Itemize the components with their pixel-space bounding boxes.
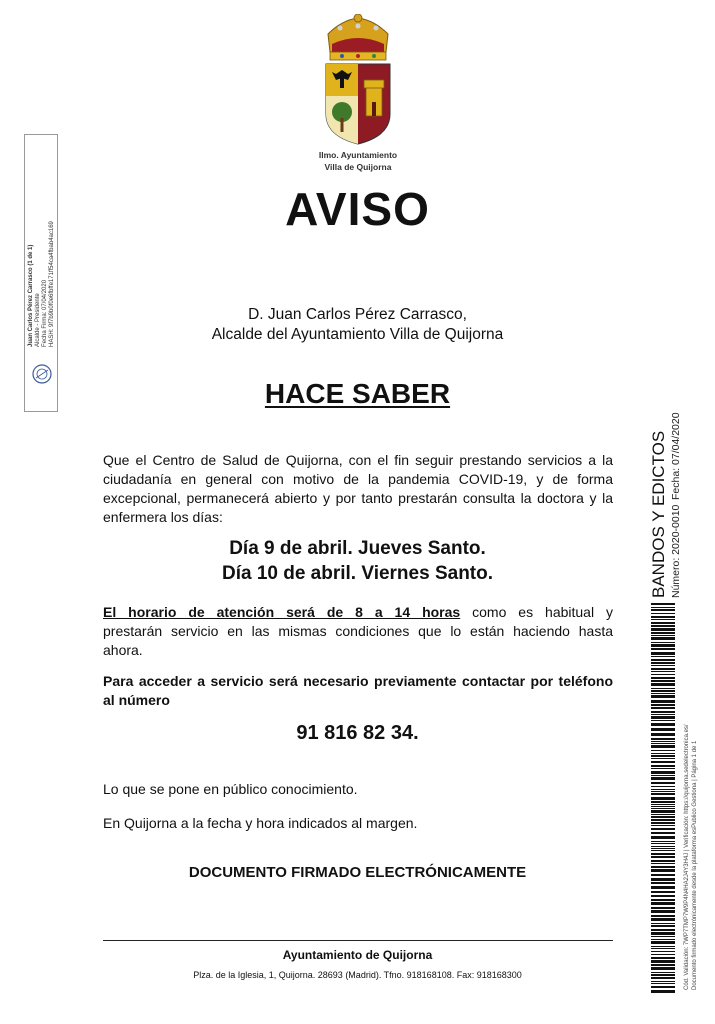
barcode-bar: [651, 863, 675, 864]
barcode-bar: [651, 619, 675, 620]
document-title: AVISO: [285, 183, 430, 235]
barcode-bar: [651, 616, 675, 618]
barcode-bar: [651, 814, 675, 815]
barcode-bar: [651, 637, 675, 640]
barcode-bar: [651, 981, 675, 982]
barcode-bar: [651, 967, 675, 970]
barcode-bar: [651, 733, 675, 736]
barcode-bar: [651, 957, 675, 959]
schedule-line-1: [103, 603, 613, 622]
barcode-bar: [651, 960, 675, 963]
schedule-line-3: ahora.: [103, 642, 143, 658]
barcode-bar: [651, 874, 675, 876]
barcode-bar: [651, 720, 675, 721]
barcode-bar: [651, 603, 675, 605]
barcode-bar: [651, 782, 675, 784]
barcode-bar: [651, 869, 675, 872]
phone-number: 91 816 82 34.: [296, 722, 419, 744]
barcode-bar: [651, 642, 675, 643]
barcode-bar: [651, 899, 675, 901]
day-line-2: Día 10 de abril. Viernes Santo.: [221, 563, 494, 584]
barcode-bar: [651, 728, 675, 731]
register-number: Número: 2020-0010: [670, 504, 682, 598]
intro-line: Que el Centro de Salud de Quijorna, con el fin seguir prestando servicios a la: [103, 452, 613, 468]
validation-code-line: Cód. Validación: 7WP7TMP7W9P4N4HA2J4Y3H4J | Verificación: https://quijorna.sedelectronica.es/: [684, 724, 690, 990]
barcode-bar: [651, 983, 675, 984]
barcode-bar: [651, 891, 675, 893]
schedule-rest: como es habitual y: [460, 604, 614, 620]
barcode-bar: [651, 628, 675, 631]
barcode-bar: [651, 613, 675, 614]
stamp-date: Fecha Firma: 07/04/2020: [42, 279, 48, 347]
barcode-bar: [651, 850, 675, 851]
barcode-bar: [651, 822, 675, 824]
barcode-bar: [651, 948, 675, 949]
barcode-bar: [651, 882, 675, 884]
barcode-bar: [651, 625, 675, 627]
barcode-bar: [651, 932, 675, 935]
barcode-bar: [651, 662, 675, 664]
barcode-bar: [651, 693, 675, 694]
barcode-bar: [651, 635, 675, 636]
barcode-bar: [651, 677, 675, 679]
barcode-bar: [651, 758, 675, 759]
barcode-bar: [651, 915, 675, 917]
barcode-bar: [651, 723, 675, 726]
barcode-bar: [651, 768, 675, 769]
institution-name-line1: Ilmo. Ayuntamiento: [318, 150, 398, 160]
barcode-bar: [651, 929, 675, 931]
schedule-line-2: prestarán servicio en las mismas condiciones que lo están haciendo hasta: [103, 623, 613, 639]
barcode-bar: [651, 878, 675, 881]
day-line-1: Día 9 de abril. Jueves Santo.: [229, 538, 486, 559]
barcode-bar: [651, 704, 675, 706]
signature-seal-icon: [31, 363, 53, 385]
institution-name-line2: Villa de Quijorna: [324, 162, 392, 172]
barcode-bar: [651, 819, 675, 821]
barcode-bar: [651, 771, 675, 774]
barcode-bar: [651, 866, 675, 868]
barcode-bar: [651, 986, 675, 988]
contact-line: Para acceder a servicio será necesario previamente contactar por teléfono: [103, 673, 613, 689]
barcode-bar: [651, 886, 675, 889]
barcode-bar: [651, 797, 675, 800]
barcode-bar: [651, 848, 675, 849]
official-role: Alcalde del Ayuntamiento Villa de Quijorna: [211, 326, 504, 343]
barcode-bar: [651, 607, 675, 608]
barcode-bar: [651, 745, 675, 748]
barcode-bar: [651, 804, 675, 805]
barcode-bar: [651, 690, 675, 692]
stamp-signer: Juan Carlos Pérez Carrasco (1 de 1): [28, 244, 34, 347]
contact-line: al número: [103, 692, 170, 708]
barcode-bar: [651, 775, 675, 776]
closing-date-statement: En Quijorna a la fecha y hora indicados al margen.: [103, 815, 418, 831]
closing-statement: Lo que se pone en público conocimiento.: [103, 781, 358, 797]
barcode-bar: [651, 793, 675, 795]
footer-divider: [103, 940, 613, 941]
barcode-bar: [651, 841, 675, 842]
barcode-bar: [651, 716, 675, 719]
barcode-bar: [651, 964, 675, 966]
footer-institution: Ayuntamiento de Quijorna: [282, 948, 433, 962]
barcode-bar: [651, 674, 675, 675]
barcode-bar: [651, 806, 675, 807]
barcode-bar: [651, 656, 675, 657]
barcode-bar: [651, 974, 675, 976]
barcode-bar: [651, 977, 675, 979]
barcode-bar: [651, 856, 675, 858]
barcode-bar: [651, 808, 675, 809]
barcode-bar: [651, 939, 675, 940]
barcode-bar: [651, 902, 675, 905]
barcode-bar: [651, 632, 675, 634]
barcode-bar: [651, 652, 675, 655]
barcode-bar: [651, 683, 675, 686]
barcode-bar: [651, 923, 675, 924]
barcode-bar: [651, 680, 675, 682]
intro-line: ciudadanía en general con motivo de la pandemia COVID-19, y de forma: [103, 471, 613, 487]
intro-line: excepcional, permanecerá abierto y por tanto prestarán consulta la doctora y la: [103, 490, 613, 506]
barcode-bar: [651, 846, 675, 847]
barcode-bar: [651, 951, 675, 952]
barcode-bar: [651, 941, 675, 944]
barcode-bar: [651, 714, 675, 715]
barcode-bar: [651, 695, 675, 698]
barcode-bar: [651, 791, 675, 792]
barcode-bar: [651, 825, 675, 826]
barcode-bar: [651, 707, 675, 709]
register-date: Fecha: 07/04/2020: [670, 412, 682, 500]
barcode-bar: [651, 801, 675, 803]
barcode-bar: [651, 843, 675, 844]
barcode-bar: [651, 832, 675, 834]
barcode-bar: [651, 622, 675, 624]
barcode-bar: [651, 755, 675, 757]
intro-line: enfermera los días:: [103, 509, 223, 525]
barcode-bar: [651, 659, 675, 661]
municipal-coat-of-arms: [318, 14, 398, 149]
barcode-bar: [651, 665, 675, 666]
barcode-bar: [651, 907, 675, 909]
barcode-bar: [651, 816, 675, 818]
barcode-bar: [651, 946, 675, 947]
barcode-bar: [651, 609, 675, 611]
barcode-bar: [651, 954, 675, 955]
barcode-bar: [651, 918, 675, 921]
barcode-bar: [651, 777, 675, 780]
barcode-bar: [651, 711, 675, 713]
barcode-bar: [651, 741, 675, 742]
stamp-hash: HASH: 9f7b9b0f0e6fbffe171ff54ca4fbab4ac169: [49, 221, 55, 347]
hace-saber-heading: HACE SABER: [264, 378, 451, 409]
platform-notice-line: Documento firmado electrónicamente desde la plataforma esPublico Gestiona | Página 1 de 1: [692, 740, 698, 990]
stamp-role: Alcalde - Presidente: [35, 293, 41, 347]
signature-stamp: [24, 134, 58, 412]
barcode-bar: [651, 753, 675, 754]
barcode-bar: [651, 750, 675, 751]
barcode-bar: [651, 936, 675, 937]
footer-address: Plza. de la Iglesia, 1, Quijorna. 28693 (Madrid). Tfno. 918168108. Fax: 918168300: [193, 970, 522, 980]
register-title: BANDOS Y EDICTOS: [649, 430, 668, 598]
barcode-bar: [651, 761, 675, 763]
signed-notice: DOCUMENTO FIRMADO ELECTRÓNICAMENTE: [188, 864, 527, 881]
barcode-bar: [651, 853, 675, 855]
barcode-bar: [651, 786, 675, 787]
validation-barcode: [651, 603, 675, 993]
barcode-bar: [651, 810, 675, 813]
barcode-bar: [651, 828, 675, 830]
barcode-bar: [651, 648, 675, 650]
barcode-bar: [651, 860, 675, 862]
barcode-bar: [651, 688, 675, 689]
contact-paragraph: [103, 672, 613, 710]
intro-paragraph: [103, 451, 613, 527]
barcode-bar: [651, 836, 675, 839]
barcode-bar: [651, 700, 675, 703]
barcode-bar: [651, 738, 675, 740]
barcode-bar: [651, 990, 675, 993]
schedule-hours: El horario de atención será de 8 a 14 horas: [103, 604, 461, 620]
official-name: D. Juan Carlos Pérez Carrasco,: [248, 306, 467, 323]
barcode-bar: [651, 972, 675, 973]
barcode-bar: [651, 789, 675, 790]
barcode-bar: [651, 668, 675, 670]
schedule-paragraph: [103, 603, 613, 660]
barcode-bar: [651, 765, 675, 767]
barcode-bar: [651, 671, 675, 672]
barcode-bar: [651, 743, 675, 744]
barcode-bar: [651, 925, 675, 927]
barcode-bar: [651, 895, 675, 897]
barcode-bar: [651, 910, 675, 913]
barcode-bar: [651, 644, 675, 647]
